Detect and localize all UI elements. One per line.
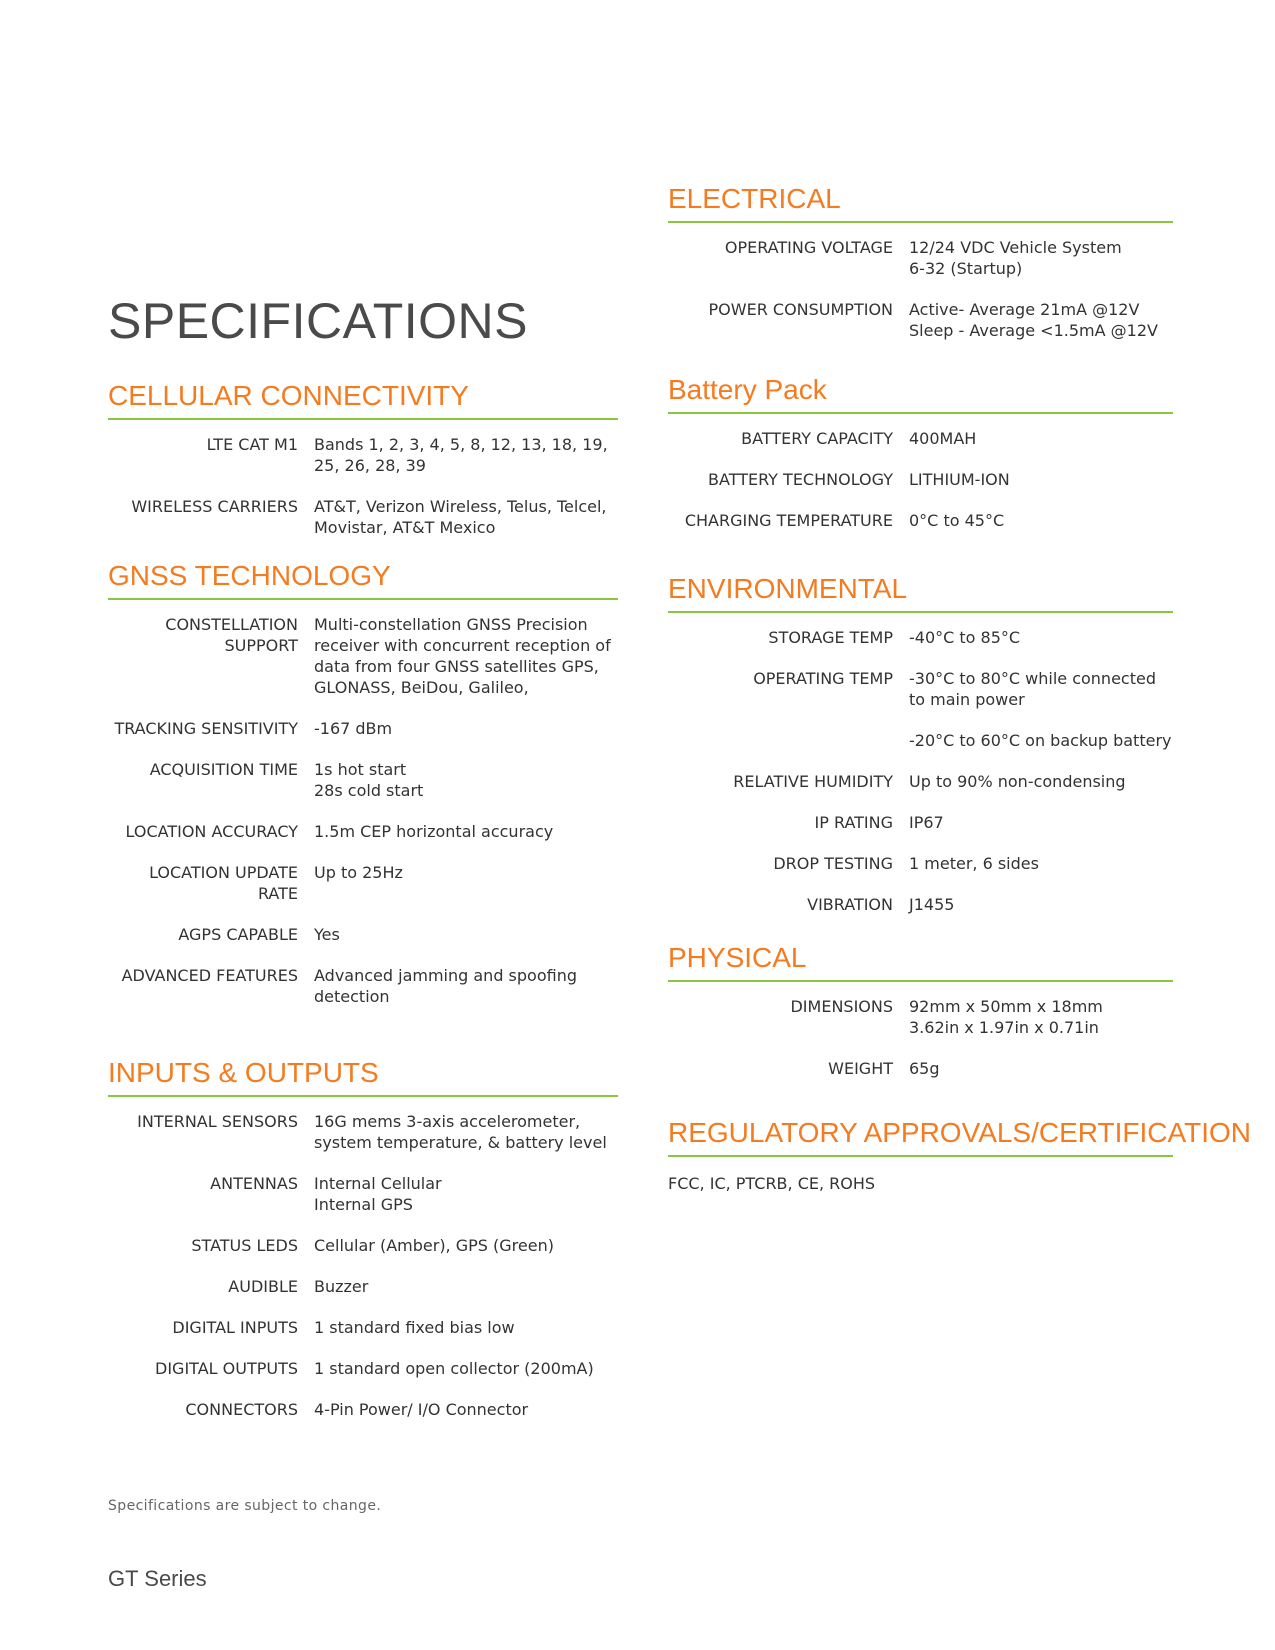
spec-row	[108, 1358, 618, 1379]
spec-label: DIGITAL OUTPUTS	[155, 1359, 298, 1378]
spec-label: CHARGING TEMPERATURE	[684, 511, 893, 530]
spec-label: LOCATION UPDATE RATE	[149, 863, 298, 903]
spec-value: Up to 90% non-condensing	[909, 772, 1126, 791]
section-heading: INPUTS & OUTPUTS	[108, 1057, 618, 1097]
section-cellular	[108, 380, 618, 558]
spec-label	[668, 730, 893, 751]
section-heading: ENVIRONMENTAL	[668, 573, 1173, 613]
spec-row	[108, 821, 618, 842]
spec-label: LOCATION ACCURACY	[125, 822, 298, 841]
spec-row	[108, 1235, 618, 1256]
spec-row	[668, 237, 1173, 279]
section-heading: ELECTRICAL	[668, 183, 1173, 223]
spec-row	[108, 718, 618, 739]
spec-row	[668, 771, 1173, 792]
section-heading: REGULATORY APPROVALS/CERTIFICATION	[668, 1117, 1173, 1157]
spec-label: STORAGE TEMP	[768, 628, 893, 647]
regulatory-text: FCC, IC, PTCRB, CE, ROHS	[668, 1174, 876, 1193]
spec-value: 92mm x 50mm x 18mm 3.62in x 1.97in x 0.71in	[909, 997, 1103, 1037]
spec-row	[668, 299, 1173, 341]
spec-label: ADVANCED FEATURES	[121, 966, 298, 985]
section-heading: Battery Pack	[668, 374, 1173, 414]
spec-row	[108, 434, 618, 476]
section-physical	[668, 942, 1173, 1099]
spec-rows	[668, 996, 1173, 1079]
spec-label: ANTENNAS	[210, 1174, 298, 1193]
spec-label: AUDIBLE	[228, 1277, 298, 1296]
spec-row	[108, 614, 618, 698]
spec-value: 4-Pin Power/ I/O Connector	[314, 1400, 529, 1419]
spec-value: AT&T, Verizon Wireless, Telus, Telcel, Movistar, AT&T Mexico	[314, 497, 607, 537]
spec-value: Cellular (Amber), GPS (Green)	[314, 1236, 554, 1255]
spec-value: 1 meter, 6 sides	[909, 854, 1039, 873]
spec-row	[108, 1399, 618, 1420]
spec-label: TRACKING SENSITIVITY	[114, 719, 298, 738]
spec-value: Advanced jamming and spoofing detection	[314, 966, 577, 1006]
section-inputs-outputs	[108, 1057, 618, 1440]
spec-value: Bands 1, 2, 3, 4, 5, 8, 12, 13, 18, 19, 25, 26, 28, 39	[314, 435, 608, 475]
spec-rows	[668, 627, 1173, 915]
page-title: SPECIFICATIONS	[108, 293, 529, 349]
spec-rows	[668, 428, 1173, 531]
spec-value: -20°C to 60°C on backup battery	[909, 731, 1172, 750]
section-battery-pack	[668, 374, 1173, 551]
spec-label: DIGITAL INPUTS	[172, 1318, 298, 1337]
spec-value: -40°C to 85°C	[909, 628, 1021, 647]
spec-value: LITHIUM-ION	[909, 470, 1010, 489]
spec-label: DIMENSIONS	[790, 997, 893, 1016]
spec-value: 400MAH	[909, 429, 977, 448]
spec-rows	[668, 237, 1173, 341]
spec-value: Up to 25Hz	[314, 863, 403, 882]
spec-rows	[108, 434, 618, 538]
spec-row	[108, 496, 618, 538]
spec-row	[668, 996, 1173, 1038]
spec-row	[668, 894, 1173, 915]
spec-label: ACQUISITION TIME	[149, 760, 298, 779]
spec-label: AGPS CAPABLE	[178, 925, 298, 944]
spec-row	[668, 627, 1173, 648]
spec-row	[668, 428, 1173, 449]
spec-value: 65g	[909, 1059, 940, 1078]
spec-row	[668, 510, 1173, 531]
spec-row	[108, 1317, 618, 1338]
spec-label: LTE CAT M1	[206, 435, 298, 454]
spec-label: RELATIVE HUMIDITY	[733, 772, 893, 791]
footnote: Specifications are subject to change.	[108, 1498, 382, 1514]
spec-row	[668, 1058, 1173, 1079]
section-regulatory	[668, 1117, 1251, 1194]
spec-label: BATTERY CAPACITY	[741, 429, 893, 448]
spec-value: 16G mems 3-axis accelerometer, system temperature, & battery level	[314, 1112, 607, 1152]
spec-label: CONNECTORS	[185, 1400, 298, 1419]
spec-label: VIBRATION	[807, 895, 893, 914]
spec-value: 1.5m CEP horizontal accuracy	[314, 822, 554, 841]
spec-row	[108, 759, 618, 801]
spec-value: Internal Cellular Internal GPS	[314, 1174, 442, 1214]
section-heading: CELLULAR CONNECTIVITY	[108, 380, 618, 420]
spec-row	[668, 730, 1173, 751]
spec-label: DROP TESTING	[773, 854, 893, 873]
section-electrical	[668, 183, 1173, 361]
section-gnss	[108, 560, 618, 1027]
spec-row	[108, 924, 618, 945]
spec-label: BATTERY TECHNOLOGY	[708, 470, 893, 489]
spec-value: -30°C to 80°C while connected to main power	[909, 669, 1156, 709]
spec-row	[108, 1276, 618, 1297]
spec-row	[668, 853, 1173, 874]
spec-value: Multi-constellation GNSS Precision receiver with concurrent reception of data from four GNSS satellites GPS, GLONASS, BeiDou, Galileo,	[314, 615, 611, 697]
spec-value: 0°C to 45°C	[909, 511, 1005, 530]
section-environmental	[668, 573, 1173, 935]
spec-value: J1455	[909, 895, 955, 914]
spec-value: Yes	[314, 925, 340, 944]
spec-rows	[108, 1111, 618, 1420]
spec-row	[668, 812, 1173, 833]
spec-value: 1 standard open collector (200mA)	[314, 1359, 594, 1378]
footer-series: GT Series	[108, 1566, 207, 1591]
spec-value: IP67	[909, 813, 944, 832]
spec-row	[108, 1173, 618, 1215]
spec-label: OPERATING VOLTAGE	[724, 238, 893, 257]
spec-row	[668, 469, 1173, 490]
section-heading: PHYSICAL	[668, 942, 1173, 982]
spec-label: IP RATING	[814, 813, 893, 832]
spec-label: INTERNAL SENSORS	[137, 1112, 298, 1131]
spec-label: CONSTELLATION SUPPORT	[165, 615, 298, 655]
spec-value: 1 standard fixed bias low	[314, 1318, 515, 1337]
spec-label: STATUS LEDS	[191, 1236, 298, 1255]
spec-rows	[108, 614, 618, 1007]
spec-value: 1s hot start 28s cold start	[314, 760, 424, 800]
spec-label: WIRELESS CARRIERS	[131, 497, 298, 516]
spec-value: 12/24 VDC Vehicle System 6-32 (Startup)	[909, 238, 1122, 278]
spec-label: POWER CONSUMPTION	[708, 300, 893, 319]
spec-value: Buzzer	[314, 1277, 369, 1296]
spec-row	[108, 1111, 618, 1153]
spec-row	[668, 668, 1173, 710]
section-heading: GNSS TECHNOLOGY	[108, 560, 618, 600]
spec-row	[108, 965, 618, 1007]
spec-label: WEIGHT	[828, 1059, 893, 1078]
spec-label: OPERATING TEMP	[753, 669, 893, 688]
spec-row	[108, 862, 618, 904]
spec-value: Active- Average 21mA @12V Sleep - Average <1.5mA @12V	[909, 300, 1158, 340]
spec-value: -167 dBm	[314, 719, 393, 738]
